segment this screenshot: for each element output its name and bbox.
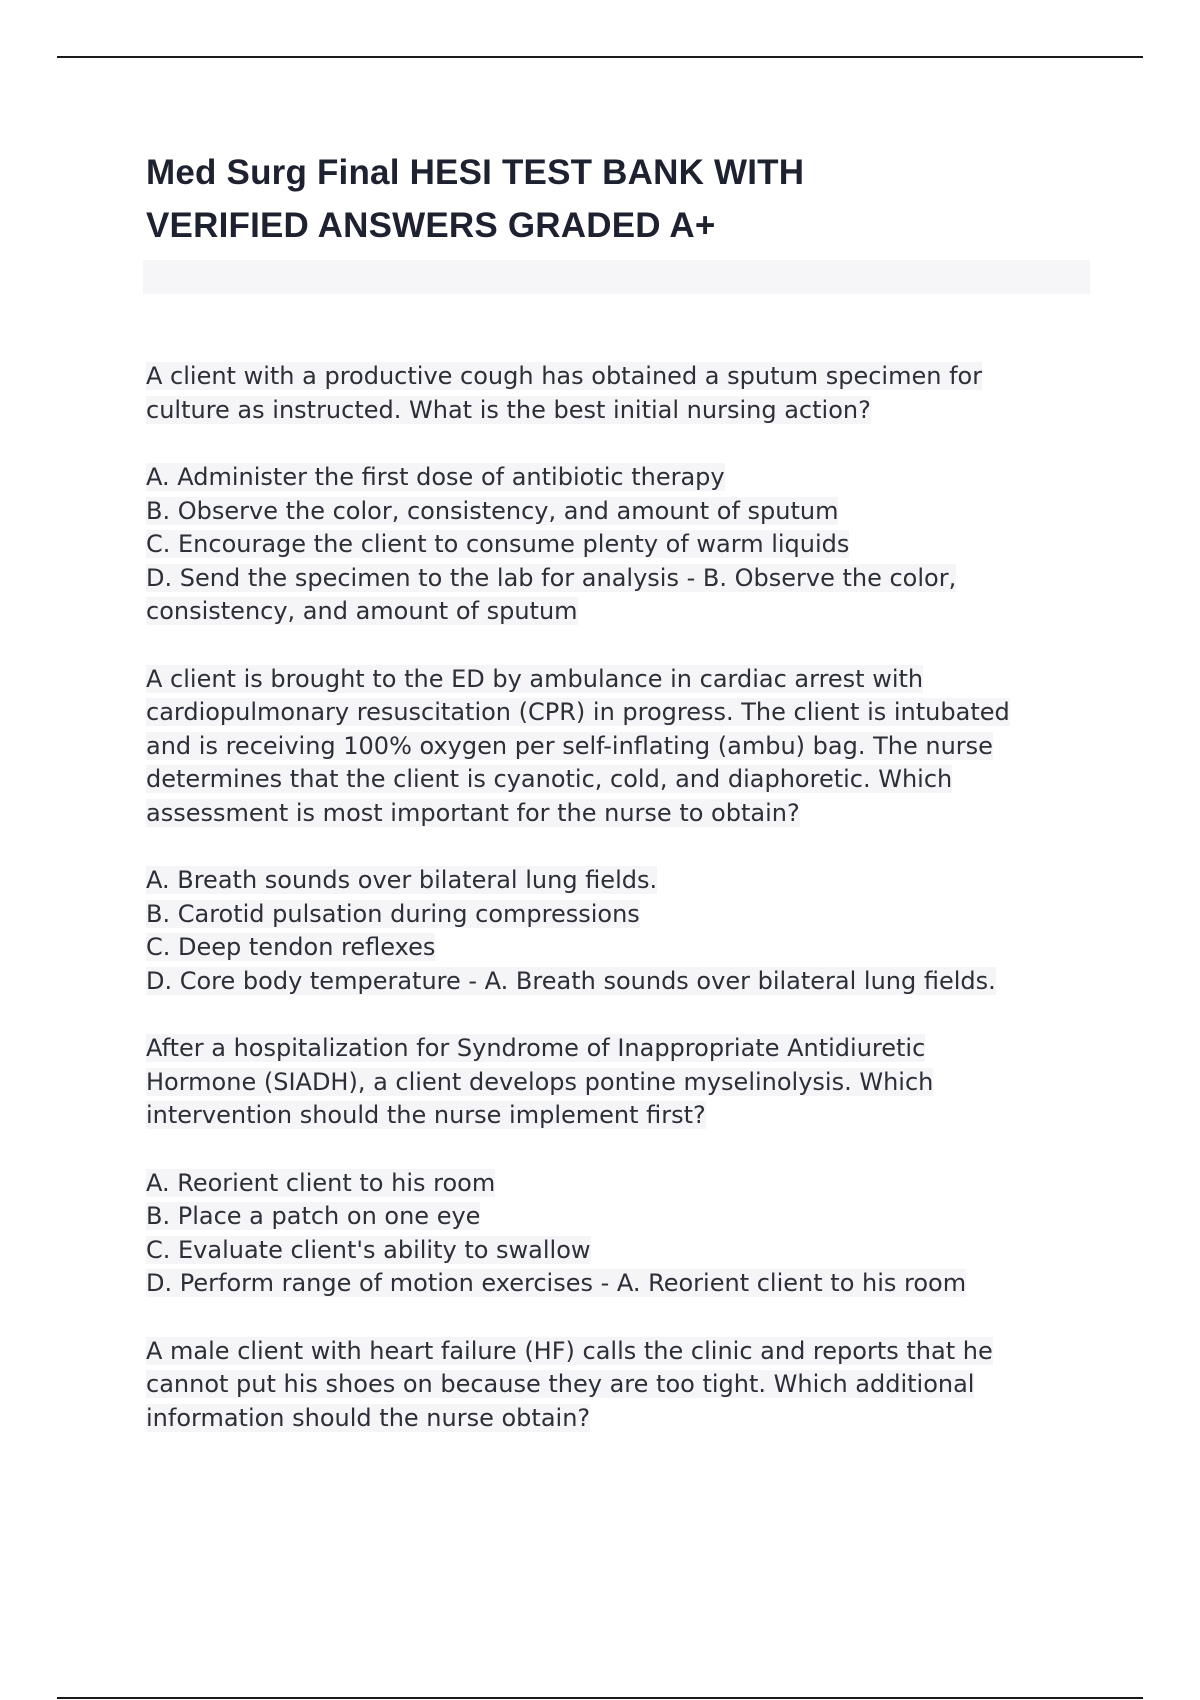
question-1-stem: [146, 360, 1106, 427]
question-1-stem-line: A client with a productive cough has obtained a sputum specimen for: [146, 362, 983, 390]
question-4-stem-line: cannot put his shoes on because they are too tight. Which additional: [146, 1370, 975, 1398]
question-2-option-c: C. Deep tendon reflexes: [146, 933, 436, 961]
title-line-1: Med Surg Final HESI TEST BANK WITH: [146, 153, 805, 192]
question-1-option-d: D. Send the specimen to the lab for analysis - B. Observe the color,: [146, 563, 957, 592]
question-2-option-b: B. Carotid pulsation during compressions: [146, 899, 640, 928]
top-rule: [57, 56, 1143, 58]
question-1-answer-continued: consistency, and amount of sputum: [146, 597, 578, 625]
bottom-rule: [57, 1697, 1143, 1699]
question-3-stem-line: Hormone (SIADH), a client develops pontine myselinolysis. Which: [146, 1067, 934, 1096]
document-body: [146, 146, 1106, 1469]
question-2-stem-line: A client is brought to the ED by ambulance in cardiac arrest with: [146, 664, 924, 693]
question-2-stem-line: and is receiving 100% oxygen per self-inflating (ambu) bag. The nurse: [146, 731, 993, 760]
question-2-option-d: D. Core body temperature - A. Breath sounds over bilateral lung fields.: [146, 966, 996, 995]
question-2-option-a: A. Breath sounds over bilateral lung fields.: [146, 866, 658, 894]
question-1-option-b: B. Observe the color, consistency, and amount of sputum: [146, 496, 839, 525]
question-1-stem-line: culture as instructed. What is the best initial nursing action?: [146, 395, 871, 424]
question-3-stem-line: After a hospitalization for Syndrome of Inappropriate Antidiuretic: [146, 1034, 926, 1062]
question-3-options: [146, 1167, 1106, 1301]
question-4-stem-line: A male client with heart failure (HF) calls the clinic and reports that he: [146, 1336, 993, 1365]
question-3-stem: [146, 1032, 1106, 1133]
question-2-stem: [146, 663, 1106, 831]
document-title: [146, 146, 1106, 252]
title-band: [143, 260, 1090, 294]
question-3-option-b: B. Place a patch on one eye: [146, 1202, 481, 1230]
question-2-stem-line: cardiopulmonary resuscitation (CPR) in progress. The client is intubated: [146, 698, 1010, 726]
question-3-option-a: A. Reorient client to his room: [146, 1168, 496, 1197]
question-3-option-c: C. Evaluate client's ability to swallow: [146, 1235, 591, 1264]
question-2-stem-line: determines that the client is cyanotic, cold, and diaphoretic. Which: [146, 765, 953, 793]
question-3-stem-line: intervention should the nurse implement first?: [146, 1101, 706, 1129]
title-line-2: VERIFIED ANSWERS GRADED A+: [146, 206, 716, 245]
question-2-options: [146, 864, 1106, 998]
question-list: [146, 360, 1106, 1435]
question-1-options: [146, 461, 1106, 629]
question-4-stem: [146, 1335, 1106, 1436]
question-2-stem-line: assessment is most important for the nurse to obtain?: [146, 798, 800, 827]
question-3-option-d: D. Perform range of motion exercises - A. Reorient client to his room: [146, 1269, 967, 1297]
question-1-option-c: C. Encourage the client to consume plenty of warm liquids: [146, 530, 850, 558]
question-1-option-a: A. Administer the first dose of antibiotic therapy: [146, 463, 725, 491]
question-4-stem-line: information should the nurse obtain?: [146, 1403, 591, 1432]
